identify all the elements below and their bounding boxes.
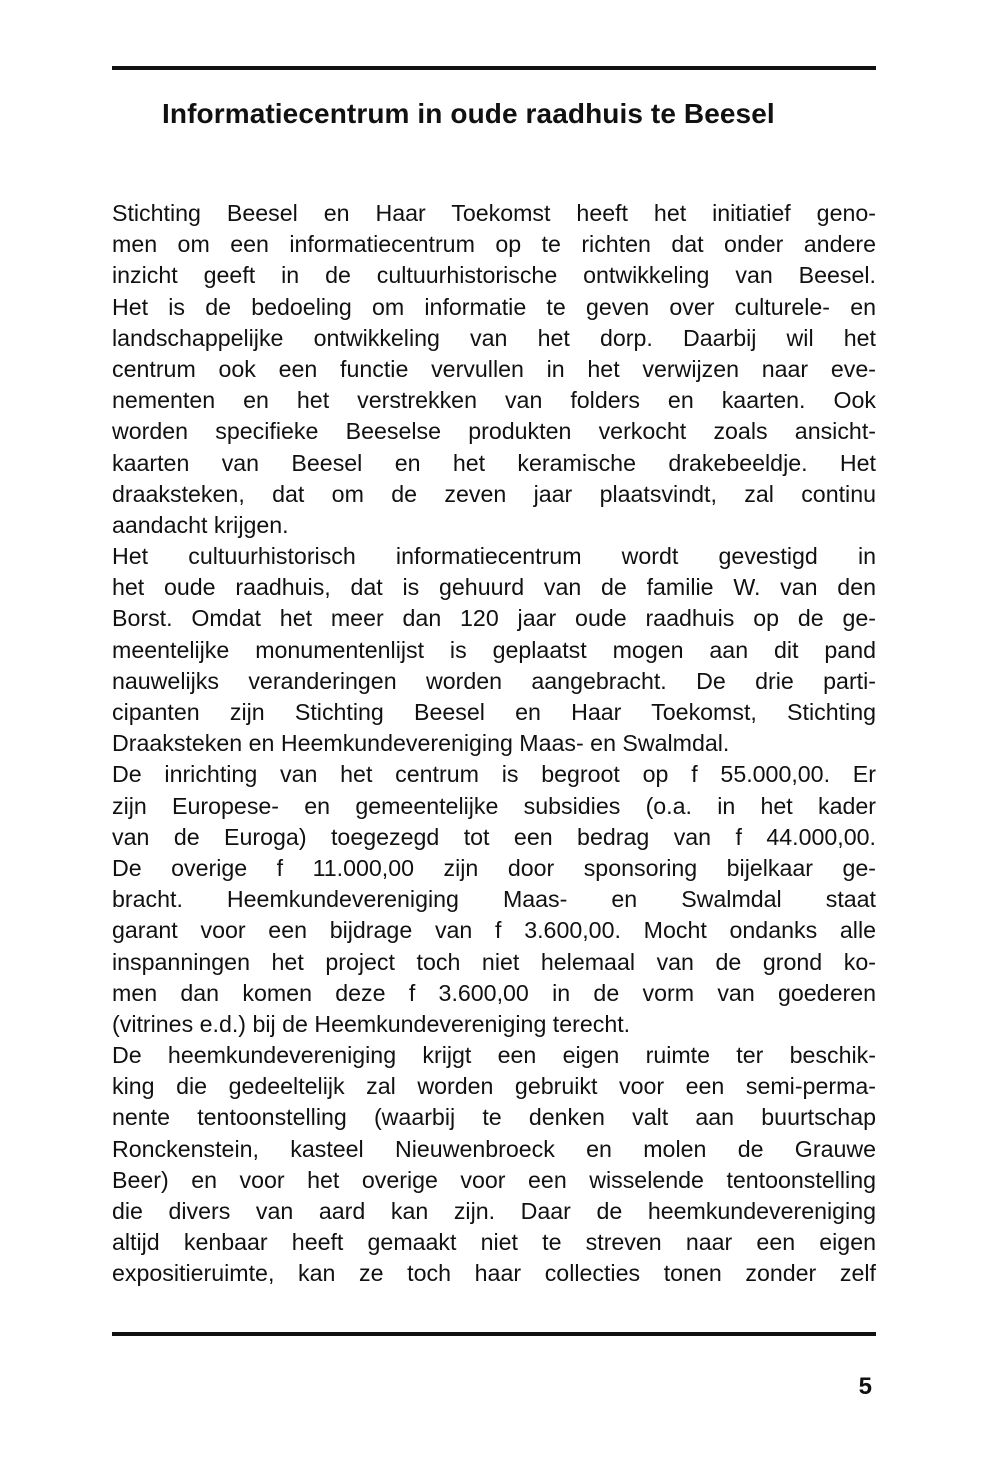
text-line: Het cultuurhistorisch informatiecentrum wordt gevestigd in <box>112 543 876 570</box>
text-line: Borst. Omdat het meer dan 120 jaar oude raadhuis op de ge- <box>112 605 876 632</box>
text-line: men dan komen deze f 3.600,00 in de vorm van goederen <box>112 979 876 1006</box>
text-line: king die gedeeltelijk zal worden gebruikt voor een semi-perma- <box>112 1073 876 1100</box>
text-line: nauwelijks veranderingen worden aangebracht. De drie parti- <box>112 667 876 694</box>
text-line: het oude raadhuis, dat is gehuurd van de familie W. van den <box>112 574 876 601</box>
text-line: worden specifieke Beeselse produkten verkocht zoals ansicht- <box>112 418 876 445</box>
text-line: kaarten van Beesel en het keramische drakebeeldje. Het <box>112 449 876 476</box>
text-line: die divers van aard kan zijn. Daar de heemkundevereniging <box>112 1198 876 1224</box>
text-line: Het is de bedoeling om informatie te geven over culturele- en <box>112 293 876 320</box>
text-line: bracht. Heemkundevereniging Maas- en Swalmdal staat <box>112 886 876 913</box>
body-text <box>112 198 876 1290</box>
text-line: Beer) en voor het overige voor een wisselende tentoonstelling <box>112 1166 876 1193</box>
top-rule <box>112 66 876 70</box>
text-line: Stichting Beesel en Haar Toekomst heeft het initiatief geno- <box>112 200 876 226</box>
text-line: (vitrines e.d.) bij de Heemkundevereniging terecht. <box>112 1010 631 1037</box>
text-line: draaksteken, dat om de zeven jaar plaatsvindt, zal continu <box>112 480 876 507</box>
text-line: van de Euroga) toegezegd tot een bedrag van f 44.000,00. <box>112 823 876 850</box>
text-line: aandacht krijgen. <box>112 511 289 538</box>
page-title: Informatiecentrum in oude raadhuis te Beesel <box>162 98 775 129</box>
text-line: nementen en het verstrekken van folders en kaarten. Ook <box>112 387 876 414</box>
text-line: inspanningen het project toch niet helemaal van de grond ko- <box>112 948 876 975</box>
text-line: cipanten zijn Stichting Beesel en Haar Toekomst, Stichting <box>112 699 876 725</box>
text-line: men om een informatiecentrum op te richten dat onder andere <box>112 231 876 258</box>
text-line: landschappelijke ontwikkeling van het dorp. Daarbij wil het <box>112 324 876 351</box>
text-line: zijn Europese- en gemeentelijke subsidies (o.a. in het kader <box>112 792 876 819</box>
text-line: altijd kenbaar heeft gemaakt niet te streven naar een eigen <box>112 1229 876 1256</box>
text-line: centrum ook een functie vervullen in het verwijzen naar eve- <box>112 355 876 382</box>
text-line: De overige f 11.000,00 zijn door sponsoring bijelkaar ge- <box>112 854 876 881</box>
text-line: garant voor een bijdrage van f 3.600,00. Mocht ondanks alle <box>112 917 876 944</box>
page-number: 5 <box>858 1373 872 1400</box>
text-line: meentelijke monumentenlijst is geplaatst mogen aan dit pand <box>112 636 876 663</box>
text-line: De heemkundevereniging krijgt een eigen ruimte ter beschik- <box>112 1042 876 1069</box>
text-line: Draaksteken en Heemkundevereniging Maas- en Swalmdal. <box>112 730 730 757</box>
bottom-rule <box>112 1332 876 1336</box>
text-line: De inrichting van het centrum is begroot op f 55.000,00. Er <box>112 761 876 788</box>
text-line: expositieruimte, kan ze toch haar collecties tonen zonder zelf <box>112 1260 876 1287</box>
text-line: Ronckenstein, kasteel Nieuwenbroeck en molen de Grauwe <box>112 1135 876 1162</box>
text-line: inzicht geeft in de cultuurhistorische ontwikkeling van Beesel. <box>112 262 876 289</box>
text-line: nente tentoonstelling (waarbij te denken valt aan buurtschap <box>112 1104 876 1131</box>
